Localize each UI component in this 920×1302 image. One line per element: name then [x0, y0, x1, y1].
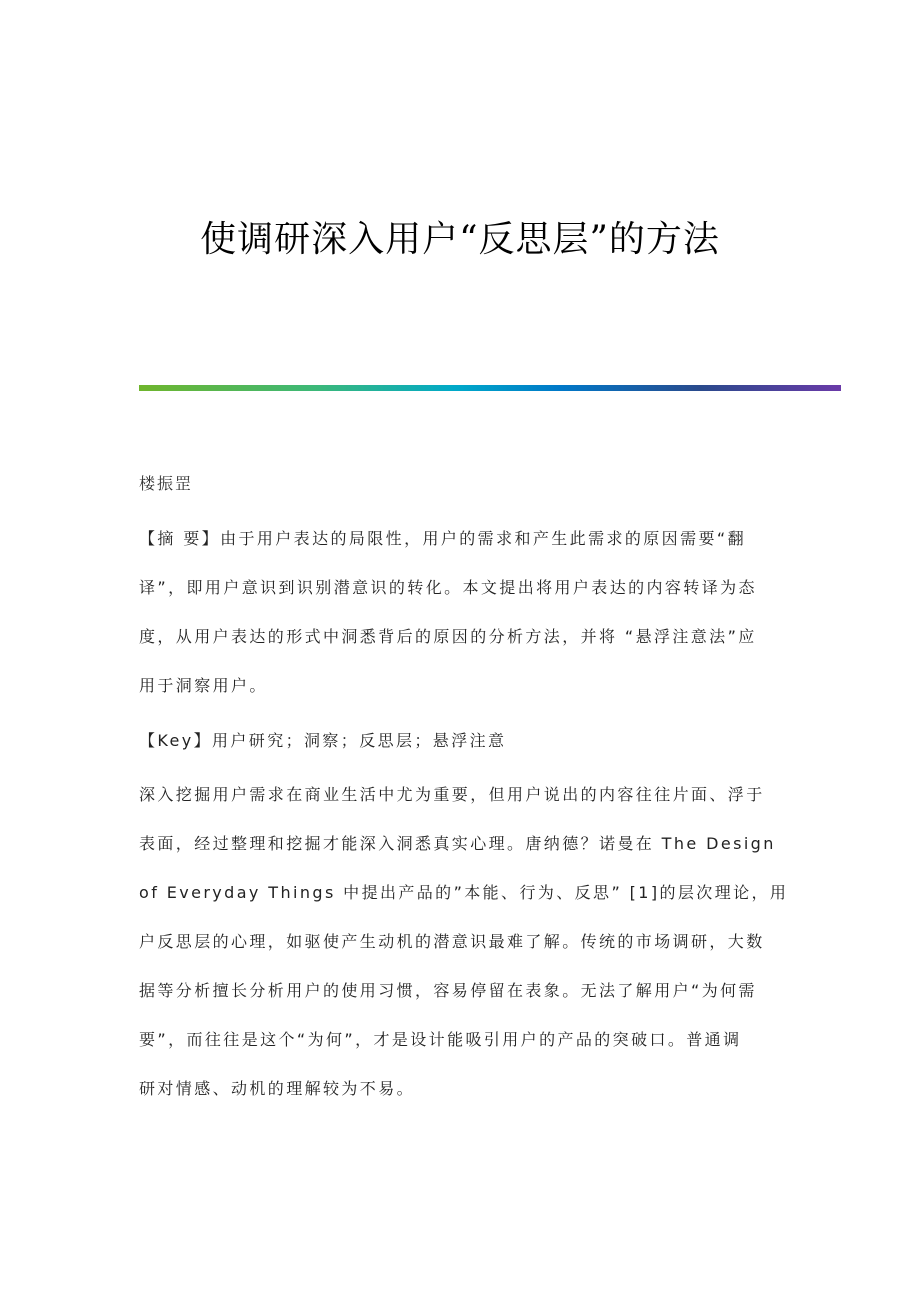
author-name: 楼振罡 [139, 474, 194, 493]
body-line: 据等分析擅长分析用户的使用习惯，容易停留在表象。无法了解用户“为何需 [139, 981, 757, 1000]
abstract-line: 用于洞察用户。 [139, 676, 268, 695]
abstract-line: 译”，即用户意识到识别潜意识的转化。本文提出将用户表达的内容转译为态 [139, 578, 757, 597]
body-paragraph [139, 783, 799, 1126]
body-line: 要”，而往往是这个“为何”，才是设计能吸引用户的产品的突破口。普通调 [139, 1030, 742, 1049]
gradient-divider [139, 385, 841, 391]
body-line: of Everyday Things 中提出产品的”本能、行为、反思” [1]的层次理论，用 [139, 883, 789, 902]
keywords-line: 【Key】用户研究；洞察；反思层；悬浮注意 [139, 731, 507, 750]
abstract-line: 【摘 要】由于用户表达的局限性，用户的需求和产生此需求的原因需要“翻 [139, 529, 746, 548]
body-line: 深入挖掘用户需求在商业生活中尤为重要，但用户说出的内容往往片面、浮于 [139, 785, 765, 804]
abstract-section [139, 527, 799, 723]
keywords-section [139, 729, 799, 778]
abstract-line: 度，从用户表达的形式中洞悉背后的原因的分析方法，并将 “悬浮注意法”应 [139, 627, 757, 646]
body-line: 户反思层的心理，如驱使产生动机的潜意识最难了解。传统的市场调研，大数 [139, 932, 765, 951]
body-line: 研对情感、动机的理解较为不易。 [139, 1079, 416, 1098]
body-line: 表面，经过整理和挖掘才能深入洞悉真实心理。唐纳德？诺曼在 The Design [139, 834, 776, 853]
document-title: 使调研深入用户“反思层”的方法 [200, 219, 720, 260]
